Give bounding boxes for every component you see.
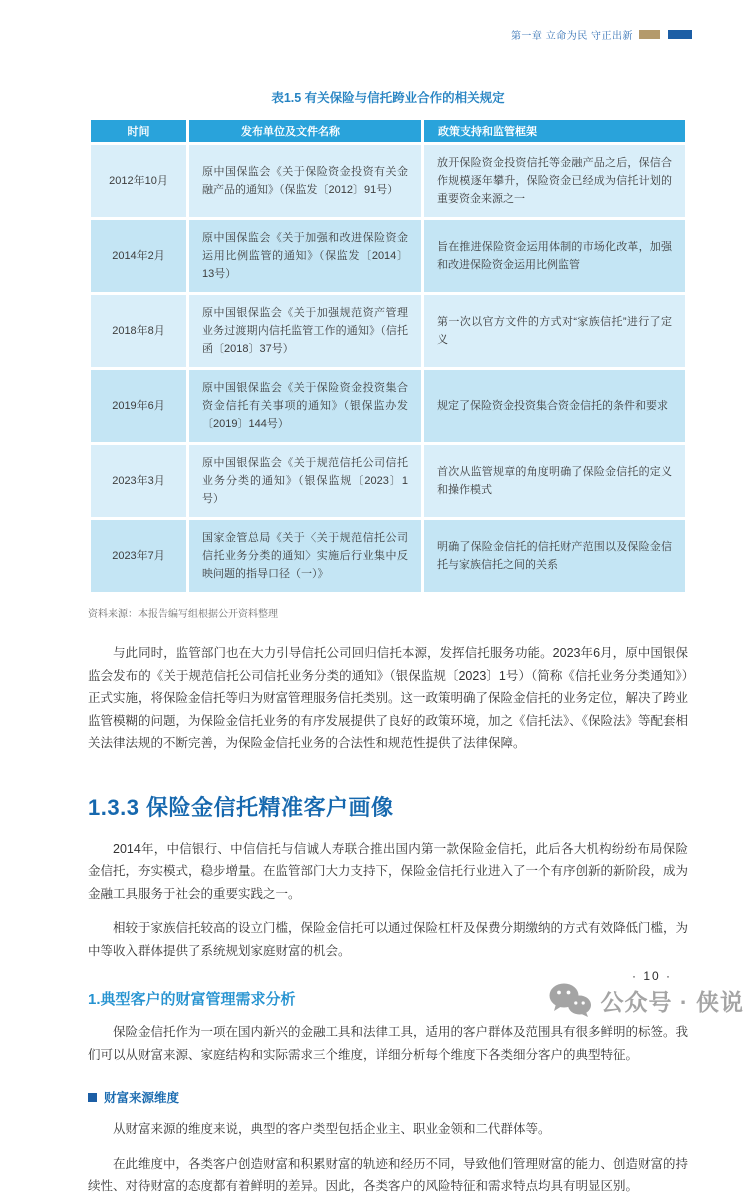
cell-date: 2019年6月 xyxy=(91,370,186,442)
dimension-heading-wealth-source xyxy=(88,1088,688,1106)
column-header-policy: 政策支持和监管框架 xyxy=(424,120,685,142)
cell-document: 原中国保监会《关于保险资金投资有关金融产品的通知》（保监发〔2012〕91号） xyxy=(189,145,421,217)
cell-date: 2012年10月 xyxy=(91,145,186,217)
cell-date: 2023年3月 xyxy=(91,445,186,517)
regulation-table-body xyxy=(91,145,685,592)
cell-document: 原中国银保监会《关于保险资金投资集合资金信托有关事项的通知》（银保监办发〔2019〕144号） xyxy=(189,370,421,442)
watermark xyxy=(548,982,744,1018)
table-row xyxy=(91,445,685,517)
cell-policy: 旨在推进保险资金运用体制的市场化改革，加强和改进保险资金运用比例监管 xyxy=(424,220,685,292)
table-source-note: 资料来源：本报告编写组根据公开资料整理 xyxy=(88,609,278,620)
table-title: 表1.5 有关保险与信托跨业合作的相关规定 xyxy=(271,91,505,105)
subsection-heading-client-analysis: 1.典型客户的财富管理需求分析 xyxy=(88,991,296,1008)
watermark-label: 公众号 · 侠说 xyxy=(600,988,744,1015)
paragraph-regulation-context: 与此同时，监管部门也在大力引导信托公司回归信托本源，发挥信托服务功能。2023年6月，原中国银保监会发布的《关于规范信托公司信托业务分类的通知》（银保监规〔2023〕1号）（简称《信托业务分类通知》）正式实施，将保险金信托等归为财富管理服务信托类别。这一政策明确了保险金信托的业务定位，解决了跨业监管模糊的问题，为保险金信托业务的有序发展提供了良好的政策环境，加之《信托法》、《保险法》等配套相关法律法规的不断完善，为保险金信托业务的合法性和规范性提供了法律保障。 xyxy=(88,646,689,750)
column-header-date: 时间 xyxy=(91,120,186,142)
table-row xyxy=(91,220,685,292)
table-row xyxy=(91,520,685,592)
table-header-row xyxy=(91,120,685,142)
paragraph-client-types: 从财富来源的维度来说，典型的客户类型包括企业主、职业金领和二代群体等。 xyxy=(113,1122,551,1136)
table-row xyxy=(91,145,685,217)
paragraph-history: 2014年，中信银行、中信信托与信诚人寿联合推出国内第一款保险金信托，此后各大机构纷纷布局保险金信托，夯实模式，稳步增量。在监管部门大力支持下，保险金信托行业进入了一个有序创新的新阶段，成为金融工具服务于社会的重要实践之一。 xyxy=(88,841,689,901)
cell-policy: 放开保险资金投资信托等金融产品之后，保信合作规模逐年攀升，保险资金已经成为信托计划的重要资金来源之一 xyxy=(424,145,685,217)
table-row xyxy=(91,370,685,442)
paragraph-threshold: 相较于家族信托较高的设立门槛，保险金信托可以通过保险杠杆及保费分期缴纳的方式有效降低门槛，为中等收入群体提供了系统规划家庭财富的机会。 xyxy=(88,921,689,958)
paragraph-dimension-detail: 在此维度中，各类客户创造财富和积累财富的轨迹和经历不同，导致他们管理财富的能力、创造财富的持续性、对待财富的态度都有着鲜明的差异。因此，各类客户的风险特征和需求特点均具有明显区别。 xyxy=(88,1156,689,1193)
chapter-title: 第一章 立命为民 守正出新 xyxy=(510,31,633,42)
cell-document: 原中国保监会《关于加强和改进保险资金运用比例监管的通知》（保监发〔2014〕13号） xyxy=(189,220,421,292)
regulation-table xyxy=(88,117,688,595)
wechat-icon xyxy=(548,982,592,1018)
cell-document: 原中国银保监会《关于加强规范资产管理业务过渡期内信托监管工作的通知》（信托函〔2018〕37号） xyxy=(189,295,421,367)
page-number: · 10 · xyxy=(632,969,673,983)
cell-date: 2023年7月 xyxy=(91,520,186,592)
section-heading-1-3-3: 1.3.3 保险金信托精准客户画像 xyxy=(88,794,394,820)
cell-document: 原中国银保监会《关于规范信托公司信托业务分类的通知》（银保监规〔2023〕1号） xyxy=(189,445,421,517)
dimension-heading-label: 财富来源维度 xyxy=(104,1091,180,1105)
cell-policy: 明确了保险金信托的信托财产范围以及保险金信托与家族信托之间的关系 xyxy=(424,520,685,592)
paragraph-dimensions-intro: 保险金信托作为一项在国内新兴的金融工具和法律工具，适用的客户群体及范围具有很多鲜明的标签。我们可以从财富来源、家庭结构和实际需求三个维度，详细分析每个维度下各类细分客户的典型特征。 xyxy=(88,1025,689,1062)
cell-document: 国家金管总局《关于〈关于规范信托公司信托业务分类的通知〉实施后行业集中反映问题的指导口径（一）》 xyxy=(189,520,421,592)
cell-policy: 规定了保险资金投资集合资金信托的条件和要求 xyxy=(424,370,685,442)
cell-policy: 首次从监管规章的角度明确了保险金信托的定义和操作模式 xyxy=(424,445,685,517)
square-bullet-icon xyxy=(88,1093,97,1102)
column-header-document: 发布单位及文件名称 xyxy=(189,120,421,142)
cell-date: 2014年2月 xyxy=(91,220,186,292)
cell-policy: 第一次以官方文件的方式对“家族信托”进行了定义 xyxy=(424,295,685,367)
cell-date: 2018年8月 xyxy=(91,295,186,367)
table-row xyxy=(91,295,685,367)
